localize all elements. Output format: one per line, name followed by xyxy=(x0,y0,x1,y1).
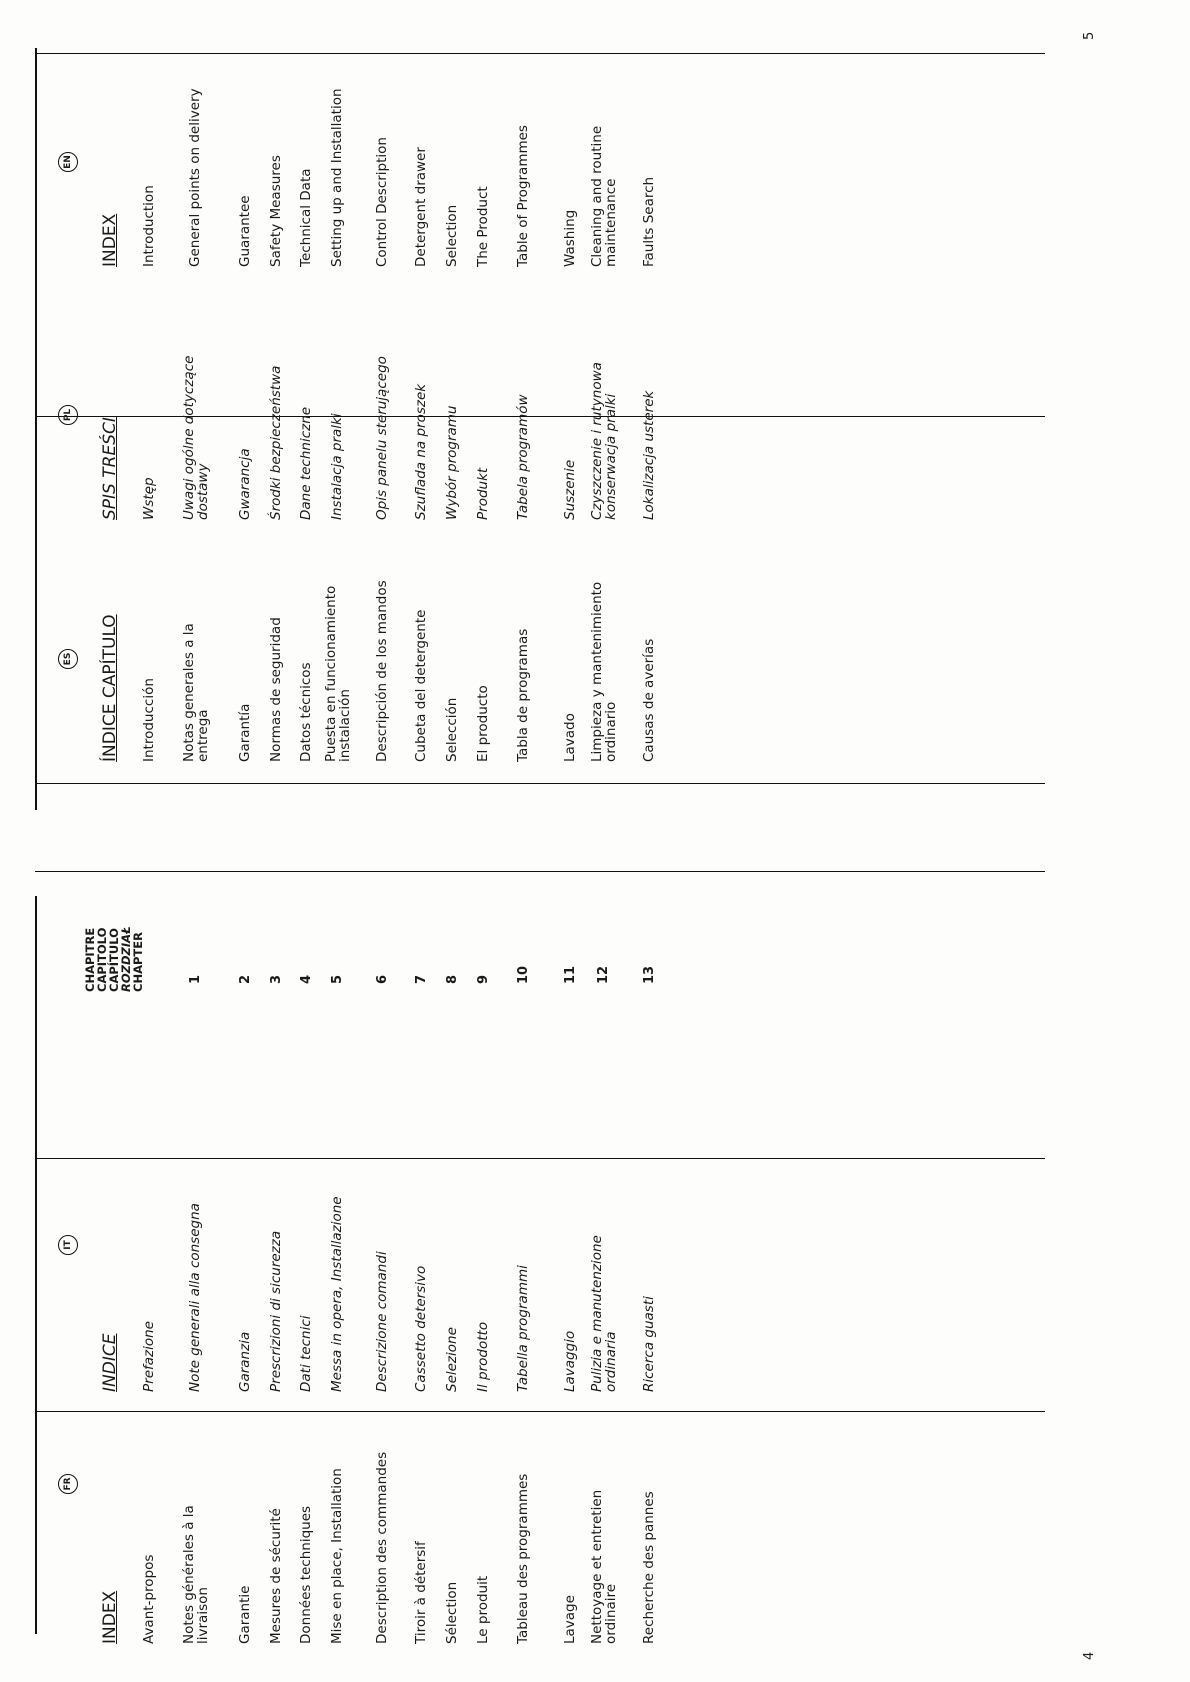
entry-en-2: General points on delivery xyxy=(187,88,203,267)
chapter-number-12: 12 xyxy=(596,965,611,984)
chapter-number-2: 2 xyxy=(238,974,253,984)
entry-it-8: Cassetto detersivo xyxy=(413,1265,429,1392)
separator-es-pl xyxy=(35,783,1045,784)
chapter-number-4: 4 xyxy=(299,974,314,984)
entry-fr-8: Tiroir à détersif xyxy=(413,1541,429,1644)
badge-it: IT xyxy=(58,1235,78,1255)
entry-pl-3: Gwarancja xyxy=(237,448,253,520)
chapter-number-3: 3 xyxy=(269,974,284,984)
entry-it-11: Tabella programmi xyxy=(515,1265,531,1392)
column-en xyxy=(48,57,657,267)
entry-pl-13: Czyszczenie i rutynowa konserwacja pralki xyxy=(589,362,619,520)
entry-fr-1: Avant-propos xyxy=(141,1554,157,1644)
title-es: ÍNDICE CAPÍTULO xyxy=(100,614,120,762)
entry-it-12: Lavaggio xyxy=(562,1330,578,1392)
entry-pl-14: Lokalizacja usterek xyxy=(641,390,657,520)
entry-es-7: Descripción de los mandos xyxy=(374,580,390,762)
title-en: INDEX xyxy=(100,213,120,267)
entry-pl-10: Produkt xyxy=(475,467,491,520)
entry-en-11: Table of Programmes xyxy=(515,125,531,267)
entry-pl-8: Szuflada na proszek xyxy=(413,383,429,520)
separator-right xyxy=(35,53,1045,54)
chapter-number-9: 9 xyxy=(476,974,491,984)
entry-es-5: Datos técnicos xyxy=(298,662,314,762)
chapter-heading-1: CHAPITRE xyxy=(83,927,97,992)
entry-es-14: Causas de averías xyxy=(641,638,657,762)
chapter-number-13: 13 xyxy=(642,965,657,984)
entry-it-9: Selezione xyxy=(444,1327,460,1392)
chapter-heading-5: CHAPTER xyxy=(131,932,145,992)
entry-es-3: Garantía xyxy=(237,703,253,762)
entry-fr-4: Mesures de sécurité xyxy=(268,1508,284,1644)
entry-pl-4: Środki bezpieczeństwa xyxy=(268,365,284,520)
separator-chapter-es xyxy=(35,871,1045,872)
chapter-heading-2: CAPITOLO xyxy=(95,927,109,992)
badge-en: EN xyxy=(58,152,78,172)
entry-pl-11: Tabela programów xyxy=(515,394,531,520)
page-number-right: 5 xyxy=(1082,31,1097,40)
badge-es: ES xyxy=(58,649,78,669)
entry-fr-11: Tableau des programmes xyxy=(515,1473,531,1644)
chapter-number-10: 10 xyxy=(516,965,531,984)
entry-fr-10: Le produit xyxy=(475,1575,491,1644)
entry-pl-2: Uwagi ogólne dotyczące dostawy xyxy=(181,355,211,520)
chapter-heading-3: CAPÍTULO xyxy=(107,928,121,992)
entry-it-14: Ricerca guasti xyxy=(641,1296,657,1392)
entry-fr-5: Données techniques xyxy=(298,1505,314,1644)
entry-pl-6: Instalacja pralki xyxy=(329,413,345,520)
entry-fr-6: Mise en place, Installation xyxy=(329,1468,345,1644)
top-rule-left xyxy=(35,896,37,1634)
entry-it-2: Note generali alla consegna xyxy=(187,1203,203,1392)
chapter-heading-4: ROZDZIAŁ xyxy=(119,926,133,992)
entry-it-1: Prefazione xyxy=(141,1321,157,1392)
entry-es-4: Normas de seguridad xyxy=(268,617,284,762)
entry-it-10: Il prodotto xyxy=(475,1321,491,1392)
separator-it-chapter xyxy=(35,1158,1045,1159)
entry-fr-2: Notes générales à la livraison xyxy=(181,1505,211,1644)
entry-en-1: Introduction xyxy=(141,185,157,267)
title-fr: INDEX xyxy=(100,1590,120,1644)
chapter-number-1: 1 xyxy=(188,974,203,984)
entry-en-10: The Product xyxy=(475,186,491,267)
entry-en-3: Guarantee xyxy=(237,195,253,267)
entry-it-7: Descrizione comandi xyxy=(374,1251,390,1392)
badge-pl: PL xyxy=(58,405,78,425)
entry-fr-12: Lavage xyxy=(562,1595,578,1644)
entry-pl-12: Suszenie xyxy=(562,459,578,520)
entry-fr-3: Garantie xyxy=(237,1585,253,1644)
entry-fr-13: Nettoyage et entretien ordinaire xyxy=(589,1489,619,1644)
entry-it-13: Pulizia e manutenzione ordinaria xyxy=(589,1235,619,1392)
entry-es-8: Cubeta del detergente xyxy=(413,609,429,762)
column-es xyxy=(48,532,657,762)
entry-en-6: Setting up and Installation xyxy=(329,88,345,267)
entry-en-5: Technical Data xyxy=(298,168,314,267)
entry-es-2: Notas generales a la entrega xyxy=(181,623,211,762)
entry-en-4: Safety Measures xyxy=(268,155,284,267)
chapter-number-5: 5 xyxy=(330,974,345,984)
chapter-number-8: 8 xyxy=(445,974,460,984)
separator-fr-it xyxy=(35,1411,1045,1412)
entry-es-12: Lavado xyxy=(562,713,578,762)
entry-pl-1: Wstęp xyxy=(141,477,157,520)
entry-pl-5: Dane techniczne xyxy=(298,406,314,520)
entry-fr-14: Recherche des pannes xyxy=(641,1491,657,1644)
entry-es-9: Selección xyxy=(444,697,460,762)
column-it xyxy=(48,1164,657,1392)
top-rule-right xyxy=(35,48,37,810)
badge-fr: FR xyxy=(58,1474,78,1494)
entry-en-12: Washing xyxy=(562,209,578,267)
entry-en-9: Selection xyxy=(444,204,460,267)
entry-es-6: Puesta en funcionamiento instalación xyxy=(323,585,353,762)
entry-it-3: Garanzia xyxy=(237,1331,253,1392)
entry-en-14: Faults Search xyxy=(641,176,657,267)
chapter-number-7: 7 xyxy=(414,974,429,984)
entry-fr-9: Sélection xyxy=(444,1581,460,1644)
entry-en-13: Cleaning and routine maintenance xyxy=(589,125,619,267)
chapter-number-11: 11 xyxy=(563,965,578,984)
entry-en-7: Control Description xyxy=(374,137,390,267)
entry-pl-7: Opis panelu sterującego xyxy=(374,356,390,520)
title-it: INDICE xyxy=(100,1333,120,1392)
entry-en-8: Detergent drawer xyxy=(413,147,429,267)
entry-pl-9: Wybór programu xyxy=(444,405,460,520)
entry-es-10: El producto xyxy=(475,685,491,762)
entry-it-4: Prescrizioni di sicurezza xyxy=(268,1230,284,1392)
column-fr xyxy=(48,1416,657,1644)
entry-it-6: Messa in opera, Installazione xyxy=(329,1196,345,1392)
entry-es-13: Limpieza y mantenimiento ordinario xyxy=(589,581,619,762)
column-pl-main xyxy=(48,270,657,520)
chapter-number-6: 6 xyxy=(375,974,390,984)
page-number-left: 4 xyxy=(1082,1651,1097,1660)
entry-fr-7: Description des commandes xyxy=(374,1451,390,1644)
title-pl: SPIS TREŚCI xyxy=(100,417,120,520)
entry-es-11: Tabla de programas xyxy=(515,628,531,762)
entry-es-1: Introducción xyxy=(141,678,157,762)
entry-it-5: Dati tecnici xyxy=(298,1315,314,1392)
